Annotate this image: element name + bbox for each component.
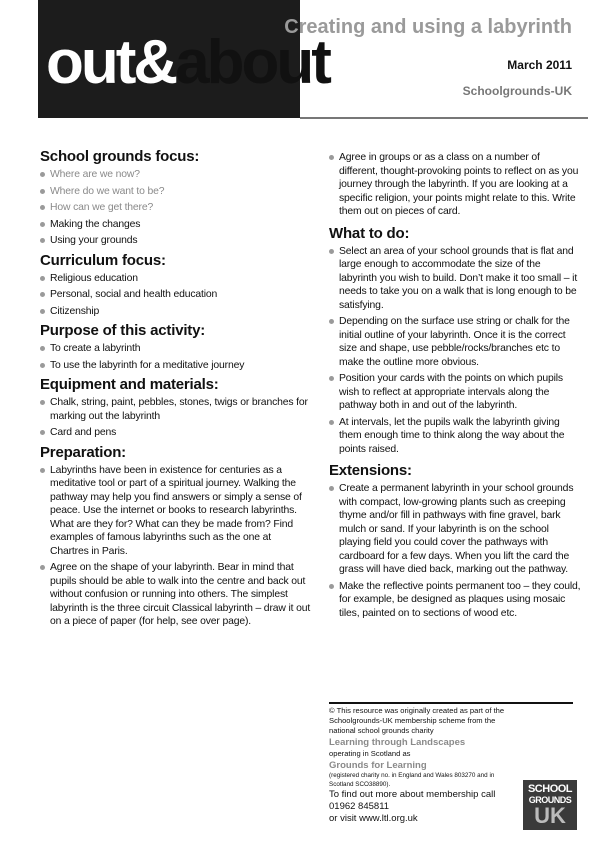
section-heading: Preparation:	[40, 443, 126, 461]
list-item: Personal, social and health education	[40, 288, 312, 302]
bullet-icon	[40, 363, 45, 368]
list-item: Agree on the shape of your labyrinth. Bear in mind that pupils should be able to walk into the centre and back out without confusion or running into others. The simplest labyrinth is the three circuit Classical labyrinth – draw it out on a piece of paper (for help, see over page).	[40, 561, 312, 629]
section-extensions	[329, 462, 581, 620]
list-item: Create a permanent labyrinth in your school grounds with compact, low-growing plants such as creeping thyme and/or fill in pathways with fine gravel, bark mulch or sand. If your labyrinth is on the school playing field you could cover the pathways with cardboard for a few days. When you lift the card the grass will have died back, marking out the pathway.	[329, 482, 581, 577]
list-item: Agree in groups or as a class on a number of different, thought-provoking points to reflect on as you journey through the labyrinth. If you are looking at a specific religion, your points might relate to this. Write them out on pieces of card.	[329, 151, 581, 219]
brand-part-white: out&	[46, 28, 176, 97]
list-item: How can we get there?	[40, 201, 312, 215]
section-heading: Equipment and materials:	[40, 376, 219, 393]
list-item: Where do we want to be?	[40, 185, 312, 199]
bullet-icon	[329, 584, 334, 589]
list-item: Citizenship	[40, 305, 312, 319]
list-item: To create a labyrinth	[40, 342, 312, 356]
list-item: Chalk, string, paint, pebbles, stones, twigs or branches for marking out the labyrinth	[40, 396, 312, 423]
section-curriculum-focus	[40, 252, 312, 319]
logo-line1: SCHOOL	[527, 783, 573, 795]
schoolgrounds-uk-logo	[523, 780, 577, 830]
bullet-icon	[40, 400, 45, 405]
bullet-icon	[40, 309, 45, 314]
bullet-icon	[329, 376, 334, 381]
document-org: Schoolgrounds-UK	[462, 84, 572, 98]
bullet-icon	[329, 486, 334, 491]
footer-find-out: To find out more about membership call 01962 845811	[329, 789, 496, 812]
brand-logo	[46, 28, 329, 97]
list-item: Using your grounds	[40, 234, 312, 248]
footer-rule	[329, 702, 573, 704]
bullet-icon	[40, 172, 45, 177]
footer-visit-link[interactable]: or visit www.ltl.org.uk	[329, 813, 418, 824]
list-item: Make the reflective points permanent too – they could, for example, be designed as plaques using mosaic tiles, painted on to sections of wood etc.	[329, 580, 581, 621]
footer-ltl: Learning through Landscapes	[329, 737, 466, 748]
list-item: Position your cards with the points on which pupils wish to reflect at appropriate intervals along the pathway both in and out of the labyrinth.	[329, 372, 581, 413]
section-heading: Extensions:	[329, 462, 412, 479]
bullet-icon	[40, 468, 45, 473]
list-item: Card and pens	[40, 426, 312, 440]
bullet-icon	[40, 276, 45, 281]
logo-line3: UK	[534, 803, 566, 828]
list-item: Labyrinths have been in existence for centuries as a meditative tool or part of a spiritual journey. Walking the pathway may help you find answers or simply a sense of peace. Use the internet or books to research labyrinths. What are they for? What can they be made from? Find examples of famous labyrinths such as the one at Chartres in Paris.	[40, 464, 312, 559]
bullet-icon	[40, 205, 45, 210]
bullet-icon	[40, 222, 45, 227]
bullet-icon	[329, 420, 334, 425]
bullet-icon	[40, 430, 45, 435]
bullet-icon	[40, 189, 45, 194]
list-item: Depending on the surface use string or chalk for the initial outline of your labyrinth. Once it is the correct size and shape, use pebble/rocks/branches etc to make the outline more obvious.	[329, 315, 581, 369]
footer-credit: © This resource was originally created as part of the Schoolgrounds-UK membership scheme from the national school grounds charity	[329, 706, 505, 735]
section-heading: What to do:	[329, 224, 410, 242]
footer-gfl: Grounds for Learning	[329, 760, 427, 771]
bullet-icon	[40, 565, 45, 570]
section-preparation	[40, 444, 312, 629]
bullet-icon	[40, 238, 45, 243]
section-school-grounds-focus	[40, 148, 312, 248]
list-item: Where are we now?	[40, 168, 312, 182]
list-item: Making the changes	[40, 218, 312, 232]
bullet-icon	[40, 292, 45, 297]
section-intro	[329, 151, 581, 219]
list-item: Religious education	[40, 272, 312, 286]
section-purpose	[40, 322, 312, 372]
right-column	[329, 151, 581, 626]
list-item: Select an area of your school grounds that is flat and large enough to accommodate the size of the labyrinth you wish to build. Don’t make it too small – it needs to take you on a walk that is long enough to be satisfying.	[329, 245, 581, 313]
footer-charity: (registered charity no. in England and Wales 803270 and in Scotland SCO38890).	[329, 772, 495, 788]
logo-line2: GROUNDS	[528, 795, 572, 805]
footer-credits	[329, 706, 519, 825]
section-heading: Purpose of this activity:	[40, 322, 206, 339]
bullet-icon	[329, 249, 334, 254]
left-column	[40, 148, 312, 633]
document-date: March 2011	[507, 58, 572, 72]
section-heading: Curriculum focus:	[40, 251, 166, 269]
section-what-to-do	[329, 225, 581, 457]
header-rule	[300, 117, 588, 119]
bullet-icon	[329, 155, 334, 160]
bullet-icon	[40, 346, 45, 351]
list-item: At intervals, let the pupils walk the labyrinth giving them enough time to think along the way about the points raised.	[329, 416, 581, 457]
document-title: Creating and using a labyrinth	[284, 16, 572, 38]
bullet-icon	[329, 319, 334, 324]
section-heading: School grounds focus:	[40, 148, 200, 165]
footer-operating: operating in Scotland as	[329, 749, 411, 758]
list-item: To use the labyrinth for a meditative journey	[40, 359, 312, 373]
section-equipment	[40, 376, 312, 440]
brand-part-black: about	[175, 28, 329, 97]
